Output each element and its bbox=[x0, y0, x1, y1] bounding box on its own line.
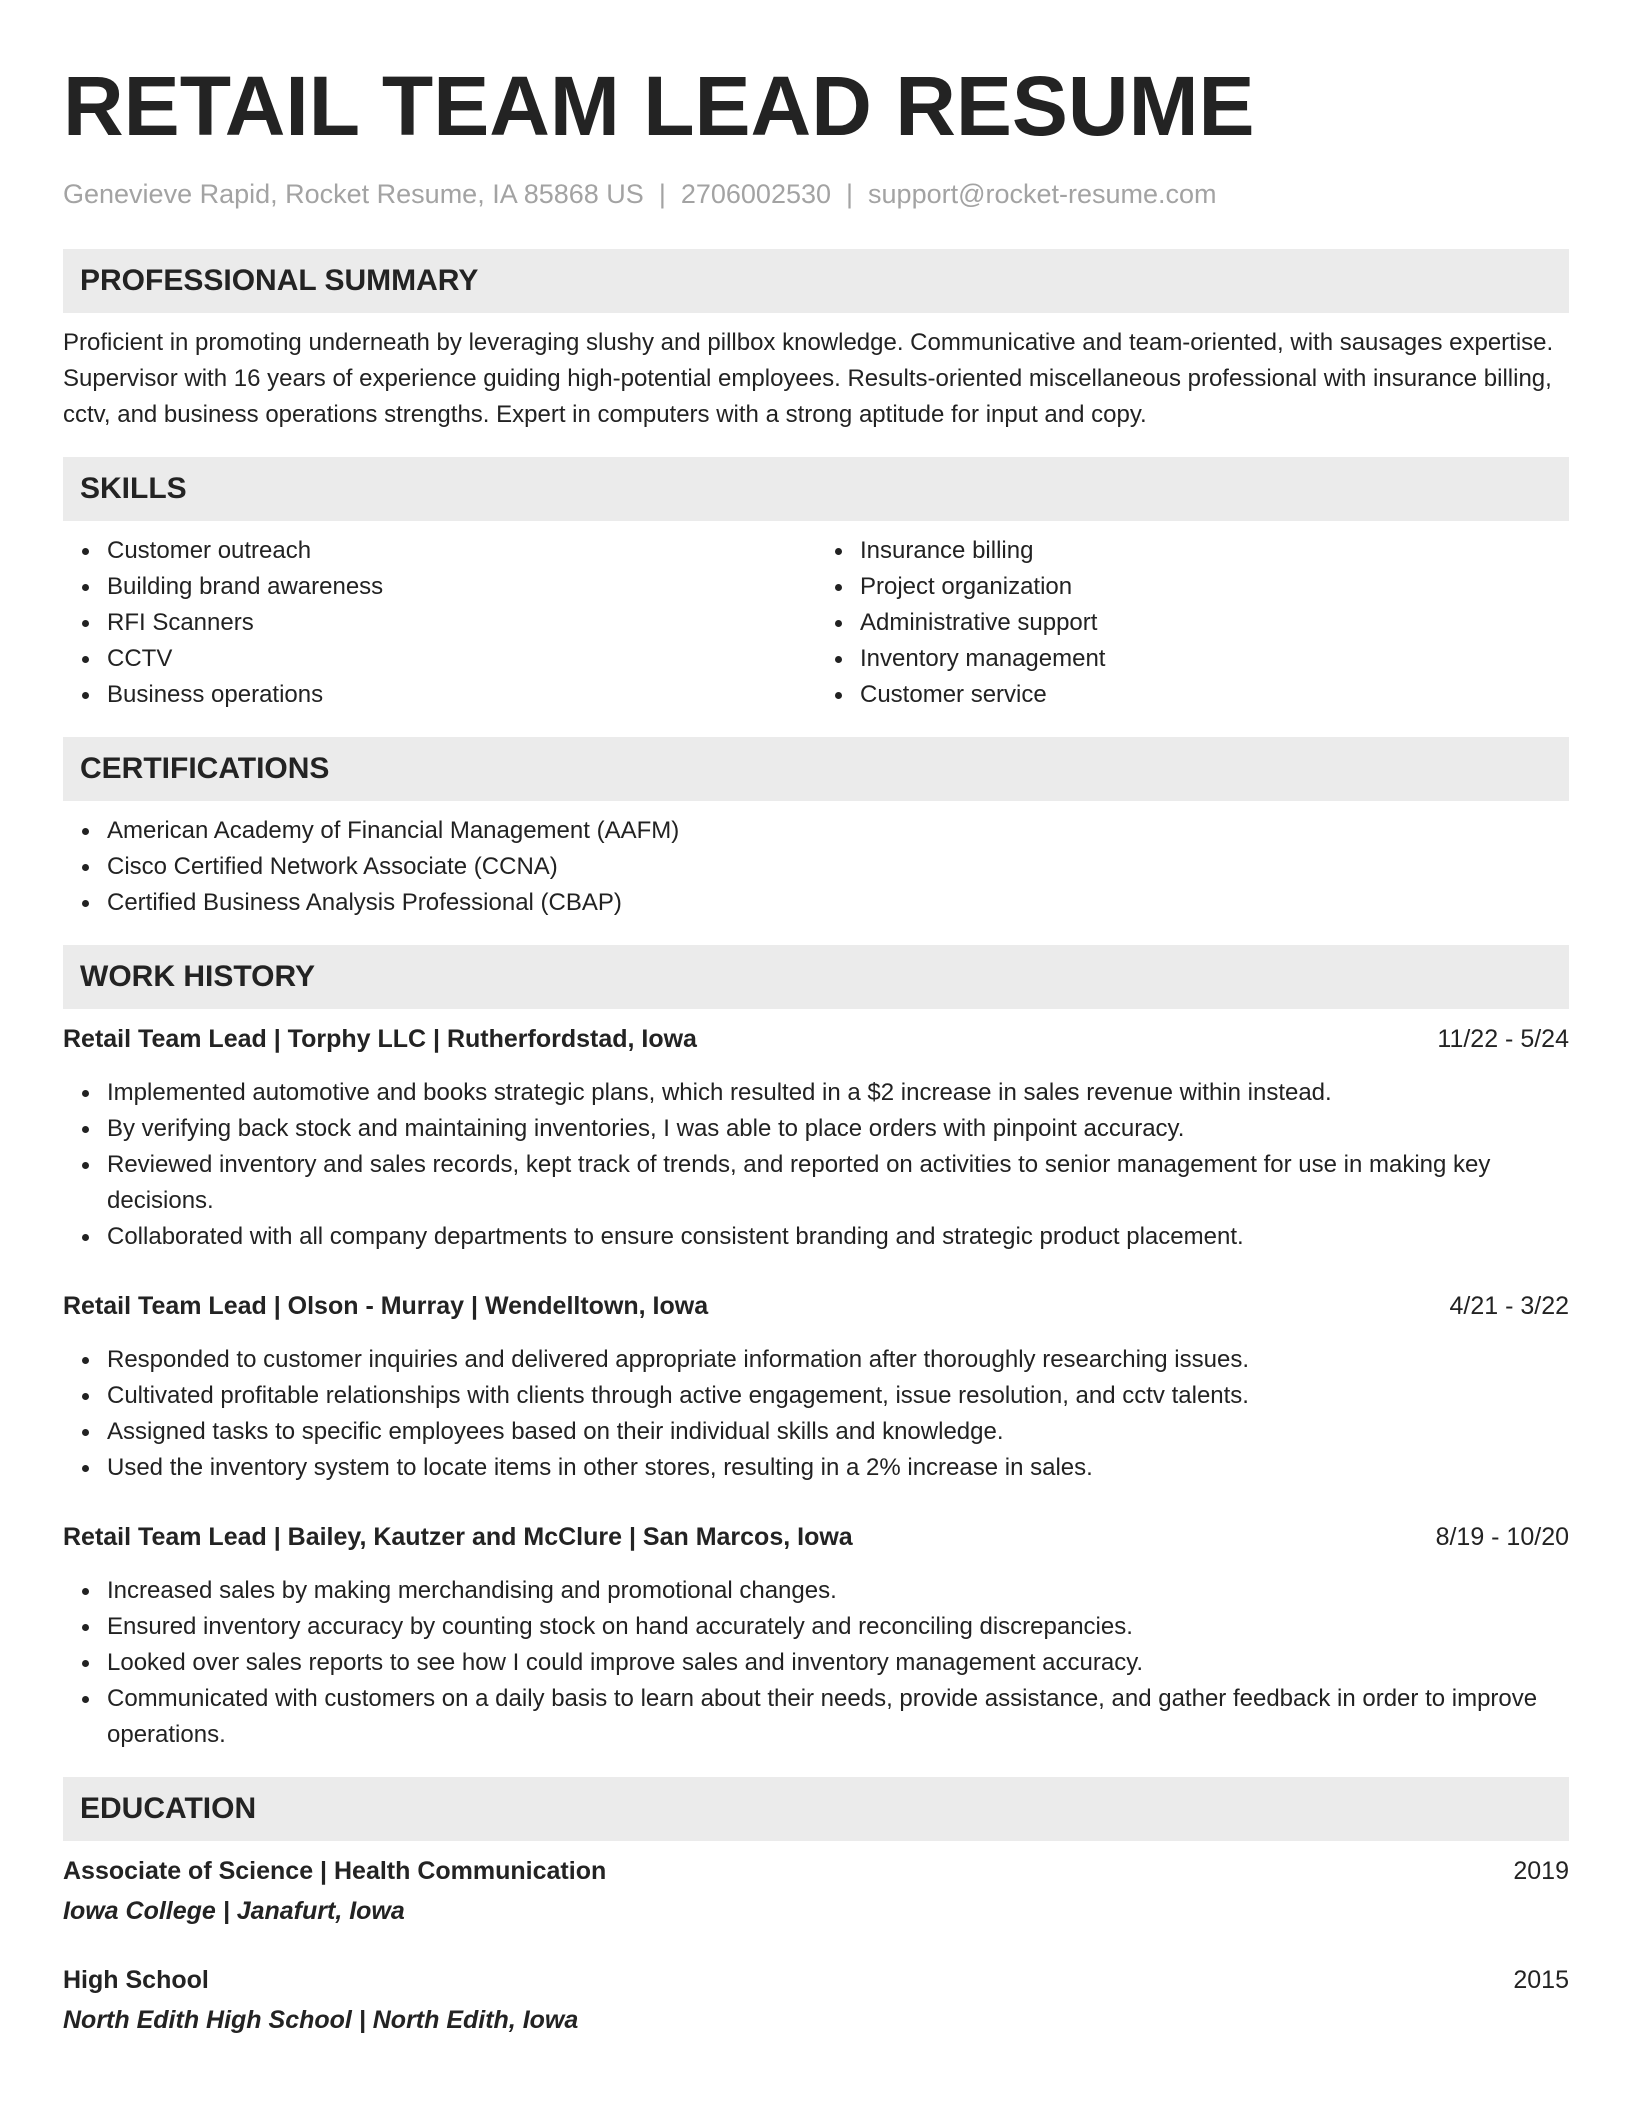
job-bullet: By verifying back stock and maintaining inventories, I was able to place orders with pinpoint accuracy. bbox=[63, 1111, 1569, 1147]
job-bullets bbox=[63, 1342, 1569, 1486]
skill-item: Business operations bbox=[63, 677, 816, 713]
skills-column-right bbox=[816, 533, 1569, 713]
job-bullet: Increased sales by making merchandising and promotional changes. bbox=[63, 1573, 1569, 1609]
contact-address: Genevieve Rapid, Rocket Resume, IA 85868 US bbox=[63, 179, 644, 209]
job-bullet: Collaborated with all company departments to ensure consistent branding and strategic product placement. bbox=[63, 1219, 1569, 1255]
job-bullet: Reviewed inventory and sales records, kept track of trends, and reported on activities to senior management for use in making key decisions. bbox=[63, 1147, 1569, 1219]
education-entry bbox=[63, 1962, 1569, 2038]
work-history-section-header: WORK HISTORY bbox=[63, 945, 1569, 1009]
certification-item: Cisco Certified Network Associate (CCNA) bbox=[63, 849, 1569, 885]
job-header bbox=[63, 1519, 1569, 1555]
resume-title: RETAIL TEAM LEAD RESUME bbox=[63, 59, 1255, 153]
summary-text: Proficient in promoting underneath by leveraging slushy and pillbox knowledge. Communicative and team-oriented, with sausages expertise. Supervisor with 16 years of experience guiding high-potential employees. Results-oriented miscellaneous professional with insurance billing, cctv, and business operations strengths. Expert in computers with a strong aptitude for input and copy. bbox=[63, 329, 1554, 428]
skill-item: Administrative support bbox=[816, 605, 1569, 641]
certifications-section-header: CERTIFICATIONS bbox=[63, 737, 1569, 801]
education-school: Iowa College | Janafurt, Iowa bbox=[63, 1897, 405, 1925]
job-bullet: Responded to customer inquiries and delivered appropriate information after thoroughly researching issues. bbox=[63, 1342, 1569, 1378]
job-bullets bbox=[63, 1573, 1569, 1753]
certification-item: American Academy of Financial Management (AAFM) bbox=[63, 813, 1569, 849]
skill-item: Customer service bbox=[816, 677, 1569, 713]
skill-item: Customer outreach bbox=[63, 533, 816, 569]
job-dates: 4/21 - 3/22 bbox=[1449, 1292, 1569, 1320]
job-entry bbox=[63, 1021, 1569, 1255]
skill-item: CCTV bbox=[63, 641, 816, 677]
job-title: Retail Team Lead | Bailey, Kautzer and McClure | San Marcos, Iowa bbox=[63, 1523, 853, 1551]
job-entry bbox=[63, 1519, 1569, 1753]
education-header bbox=[63, 1962, 1569, 1998]
skills-list bbox=[63, 533, 1569, 713]
job-dates: 11/22 - 5/24 bbox=[1437, 1025, 1569, 1053]
education-header bbox=[63, 1853, 1569, 1889]
job-bullet: Cultivated profitable relationships with clients through active engagement, issue resolution, and cctv talents. bbox=[63, 1378, 1569, 1414]
job-bullet: Ensured inventory accuracy by counting stock on hand accurately and reconciling discrepancies. bbox=[63, 1609, 1569, 1645]
contact-separator: | bbox=[658, 179, 666, 209]
skill-item: RFI Scanners bbox=[63, 605, 816, 641]
job-header bbox=[63, 1021, 1569, 1057]
job-dates: 8/19 - 10/20 bbox=[1435, 1523, 1569, 1551]
job-bullet: Implemented automotive and books strategic plans, which resulted in a $2 increase in sales revenue within instead. bbox=[63, 1075, 1569, 1111]
education-degree: High School bbox=[63, 1966, 209, 1994]
education-degree: Associate of Science | Health Communication bbox=[63, 1857, 607, 1885]
contact-phone: 2706002530 bbox=[680, 179, 832, 209]
education-year: 2019 bbox=[1513, 1857, 1569, 1885]
skills-section-header: SKILLS bbox=[63, 457, 1569, 521]
skill-item: Inventory management bbox=[816, 641, 1569, 677]
contact-email: support@rocket-resume.com bbox=[868, 179, 1217, 209]
job-title: Retail Team Lead | Torphy LLC | Rutherfordstad, Iowa bbox=[63, 1025, 697, 1053]
job-title: Retail Team Lead | Olson - Murray | Wendelltown, Iowa bbox=[63, 1292, 709, 1320]
skills-column-left bbox=[63, 533, 816, 713]
skill-item: Insurance billing bbox=[816, 533, 1569, 569]
skill-item: Building brand awareness bbox=[63, 569, 816, 605]
job-bullet: Communicated with customers on a daily basis to learn about their needs, provide assistance, and gather feedback in order to improve operations. bbox=[63, 1681, 1569, 1753]
education-entry bbox=[63, 1853, 1569, 1929]
contact-line bbox=[63, 176, 1569, 212]
education-year: 2015 bbox=[1513, 1966, 1569, 1994]
job-bullet: Assigned tasks to specific employees based on their individual skills and knowledge. bbox=[63, 1414, 1569, 1450]
job-bullet: Used the inventory system to locate items in other stores, resulting in a 2% increase in sales. bbox=[63, 1450, 1569, 1486]
skill-item: Project organization bbox=[816, 569, 1569, 605]
job-bullets bbox=[63, 1075, 1569, 1255]
education-school: North Edith High School | North Edith, Iowa bbox=[63, 2006, 579, 2034]
job-entry bbox=[63, 1288, 1569, 1486]
certifications-list bbox=[63, 813, 1569, 921]
summary-section-header: PROFESSIONAL SUMMARY bbox=[63, 249, 1569, 313]
education-section-header: EDUCATION bbox=[63, 1777, 1569, 1841]
job-header bbox=[63, 1288, 1569, 1324]
job-bullet: Looked over sales reports to see how I could improve sales and inventory management accuracy. bbox=[63, 1645, 1569, 1681]
certification-item: Certified Business Analysis Professional (CBAP) bbox=[63, 885, 1569, 921]
contact-separator: | bbox=[846, 179, 854, 209]
